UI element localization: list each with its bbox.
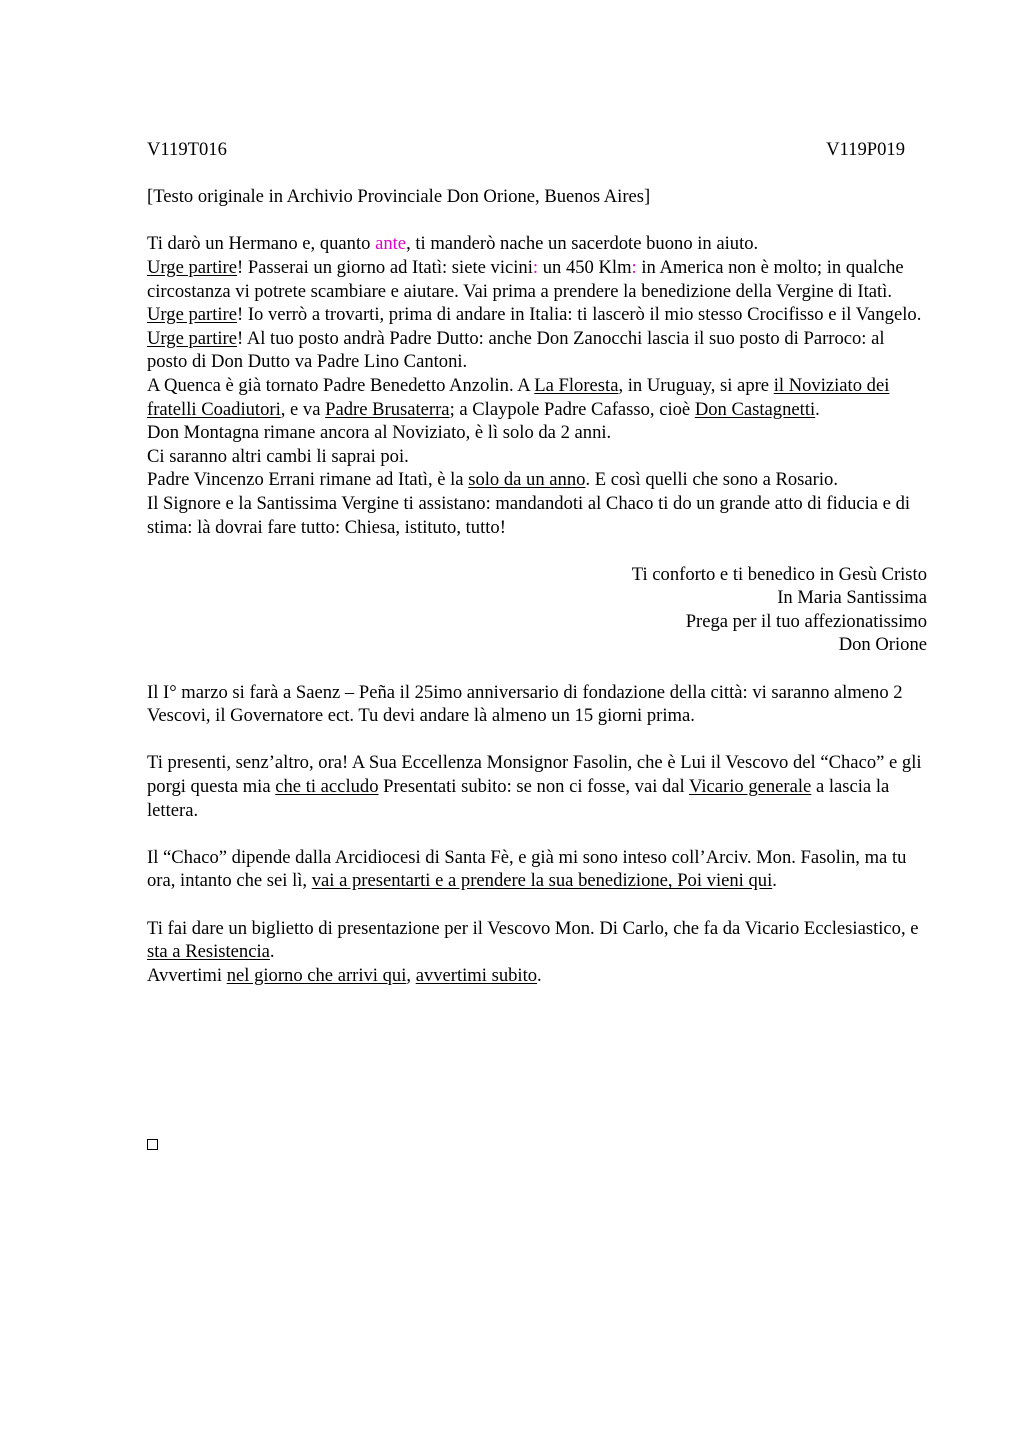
highlighted-text: ante (375, 233, 407, 255)
text-run: , in Uruguay, si apre (618, 374, 774, 396)
letter-paragraph (147, 421, 927, 445)
text-run: Avvertimi (147, 964, 227, 986)
underlined-text: Don Castagnetti (694, 398, 816, 420)
text-run: a lascia la lettera. (147, 776, 890, 821)
text-run: , ti manderò nache un sacerdote buono in aiuto. (406, 233, 759, 255)
text-run: A Quenca è già tornato Padre Benedetto Anzolin. A (147, 374, 535, 396)
text-run: ! Passerai un giorno ad Itatì: siete vicini (237, 256, 533, 278)
text-run: , (406, 964, 416, 986)
text-run: Il Signore e la Santissima Vergine ti assistano: mandandoti al Chaco ti do un grande atto di fiducia e di stima: là dovrai fare tutto: Chiesa, istituto, tutto! (147, 492, 911, 538)
closing-block (147, 563, 927, 657)
letter-paragraph (147, 917, 927, 964)
underlined-text: nel giorno che arrivi qui (226, 964, 407, 986)
left-document-code: V119T016 (147, 139, 227, 160)
letter-paragraph (147, 232, 927, 256)
text-run: Padre Vincenzo Errani rimane ad Itatì, è la (147, 469, 469, 491)
signature: Don Orione (838, 634, 927, 656)
text-run: ! Io verrò a trovarti, prima di andare in Italia: ti lascerò il mio stesso Crocifisso e il Vangelo. (237, 304, 922, 326)
highlighted-text: : (532, 256, 539, 278)
text-run: in America non è molto; in qualche circostanza vi potrete scambiare e aiutare. Vai prima a prendere la benedizione della Vergine di Itatì. (147, 256, 904, 302)
letter-paragraph (147, 681, 927, 728)
text-run: Ti darò un Hermano e, quanto (147, 233, 376, 255)
text-run: . (537, 964, 542, 986)
underlined-text: La Floresta (534, 374, 619, 396)
closing-line: Prega per il tuo affezionatissimo (685, 610, 927, 632)
text-run: Ci saranno altri cambi li saprai poi. (147, 445, 409, 467)
closing-line: In Maria Santissima (777, 587, 927, 609)
text-run: Presentati subito: se non ci fosse, vai dal (378, 776, 690, 798)
underlined-text: sta a Resistencia (147, 941, 270, 963)
highlighted-text: : (631, 256, 637, 278)
text-run: . (815, 398, 820, 420)
text-run: Don Montagna rimane ancora al Noviziato, è lì solo da 2 anni. (147, 422, 612, 444)
letter-paragraph (147, 846, 927, 893)
letter-paragraph (147, 374, 927, 421)
underlined-text: Urge partire (147, 327, 237, 349)
text-run: Ti fai dare un biglietto di presentazione per il Vescovo Mon. Di Carlo, che fa da Vicario Ecclesiastico, e (147, 917, 919, 939)
text-run: Ti presenti, senz’altro, ora! A Sua Eccellenza Monsignor Fasolin, che è Lui il Vescovo del “Chaco” e gli porgi questa mia (147, 752, 922, 798)
letter-paragraph (147, 303, 927, 327)
text-run: ! Al tuo posto andrà Padre Dutto: anche Don Zanocchi lascia il suo posto di Parroco: al posto di Don Dutto va Padre Lino Cantoni. (147, 327, 885, 373)
underlined-text: Urge partire (147, 304, 237, 326)
letter-paragraph (147, 468, 927, 492)
underlined-text: vai a presentarti e a prendere la sua benedizione, Poi vieni qui (311, 870, 773, 892)
text-run: ; a Claypole Padre Cafasso, cioè (449, 398, 695, 420)
underlined-text: Vicario generale (689, 776, 812, 798)
text-run: Il “Chaco” dipende dalla Arcidiocesi di Santa Fè, e già mi sono inteso coll’Arciv. Mon. Fasolin, ma tu ora, intanto che sei lì, (147, 846, 907, 892)
letter-paragraph (147, 751, 927, 822)
closing-line: Ti conforto e ti benedico in Gesù Cristo (631, 563, 927, 585)
letter-paragraph (147, 445, 927, 469)
letter-body (147, 232, 927, 539)
underlined-text: il Noviziato dei fratelli Coadiutori (147, 374, 890, 420)
text-run: , e va (280, 398, 326, 420)
letter-paragraph (147, 256, 927, 303)
text-run: un 450 Klm (538, 256, 632, 278)
text-run: . (772, 870, 777, 892)
underlined-text: Urge partire (147, 256, 237, 278)
underlined-text: che ti accludo (275, 776, 379, 798)
letter-paragraph (147, 327, 927, 374)
document-header (147, 138, 905, 162)
underlined-text: avvertimi subito (415, 964, 538, 986)
letter-page (147, 138, 927, 987)
right-document-code: V119P019 (826, 139, 905, 160)
text-run: . (269, 941, 275, 963)
text-run: Il I° marzo si farà a Saenz – Peña il 25imo anniversario di fondazione della città: vi saranno almeno 2 Vescovi, il Governatore ect. Tu devi andare là almeno un 15 giorni prima. (147, 681, 903, 727)
underlined-text: Padre Brusaterra (325, 398, 450, 420)
underlined-text: solo da un anno (468, 469, 586, 491)
postscript (147, 657, 927, 987)
letter-paragraph (147, 492, 927, 539)
letter-paragraph (147, 964, 927, 988)
source-note: [Testo originale in Archivio Provinciale Don Orione, Buenos Aires] (147, 186, 651, 208)
empty-square-icon (147, 1139, 158, 1150)
text-run: . E così quelli che sono a Rosario. (585, 469, 838, 491)
